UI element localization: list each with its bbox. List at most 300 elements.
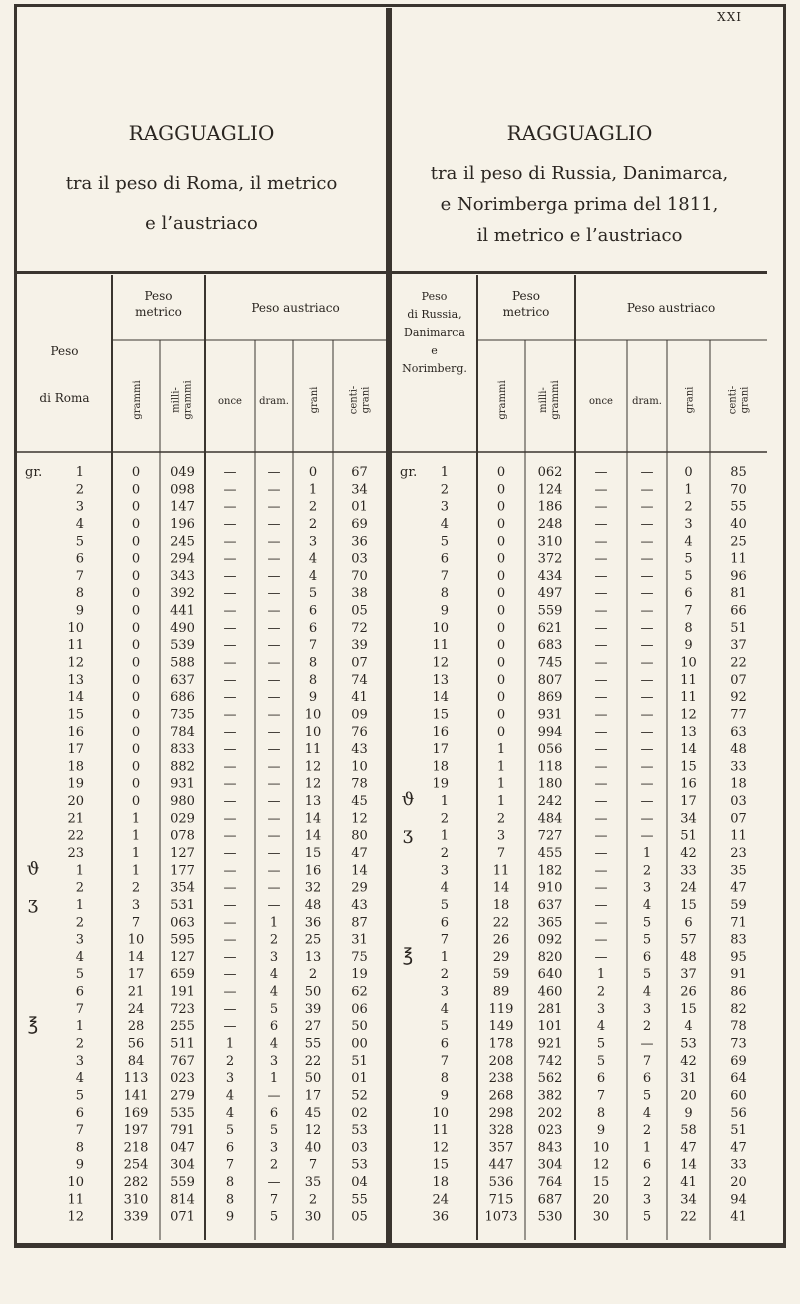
right-row-9-label: 10 bbox=[432, 620, 449, 636]
left-row-37-col-1: 169 bbox=[123, 1105, 149, 1121]
right-row-20-label: 2 bbox=[440, 811, 449, 827]
right-row-3-col-3: — bbox=[594, 516, 608, 532]
right-row-27-col-3: — bbox=[594, 932, 608, 948]
right-row-11-label: 12 bbox=[432, 655, 449, 671]
right-row-25-col-5: 15 bbox=[680, 897, 697, 913]
right-row-11-col-1: 0 bbox=[496, 655, 506, 671]
left-row-11-col-2: 588 bbox=[170, 655, 195, 671]
right-row-14-col-2: 931 bbox=[537, 707, 563, 723]
left-row-36-col-4: — bbox=[267, 1088, 281, 1104]
right-group-mark-0: ϑ bbox=[401, 789, 415, 811]
right-row-33-label: 6 bbox=[440, 1036, 449, 1052]
right-row-4-col-6: 25 bbox=[730, 534, 747, 550]
left-row-29-col-5: 2 bbox=[308, 967, 318, 983]
left-row-39-col-5: 40 bbox=[304, 1140, 322, 1156]
left-row-5-col-2: 294 bbox=[170, 551, 195, 567]
right-header-austrian: Peso austriaco bbox=[626, 301, 716, 315]
left-row-7-col-2: 392 bbox=[170, 586, 195, 602]
right-row-15-col-2: 994 bbox=[537, 724, 563, 740]
left-row-14-col-2: 735 bbox=[170, 707, 195, 723]
left-row-34-col-5: 22 bbox=[304, 1053, 322, 1069]
left-row-8-col-3: — bbox=[223, 603, 237, 619]
right-row-18-label: 19 bbox=[432, 776, 449, 792]
left-row-30-label: 6 bbox=[75, 984, 84, 1000]
right-row-31-col-5: 15 bbox=[680, 1001, 697, 1017]
left-row-34-col-1: 84 bbox=[127, 1053, 145, 1069]
left-row-38-col-1: 197 bbox=[123, 1123, 149, 1139]
left-row-25-col-3: — bbox=[223, 897, 237, 913]
left-row-42-col-1: 310 bbox=[123, 1192, 149, 1208]
right-row-8-col-5: 7 bbox=[684, 603, 693, 619]
left-row-14-col-6: 09 bbox=[351, 707, 368, 723]
right-row-17-col-6: 33 bbox=[730, 759, 747, 775]
right-row-17-col-2: 118 bbox=[537, 759, 563, 775]
left-group-mark-2: ℥ bbox=[27, 1014, 39, 1036]
left-row-23-col-1: 1 bbox=[131, 863, 141, 879]
right-row-31-col-3: 3 bbox=[596, 1001, 606, 1017]
left-header-metric-2: metrico bbox=[135, 305, 182, 319]
left-row-12-label: 13 bbox=[67, 672, 84, 688]
right-row-37-col-3: 8 bbox=[596, 1105, 606, 1121]
right-row-10-col-2: 683 bbox=[537, 638, 563, 654]
left-row-33-label: 2 bbox=[75, 1036, 84, 1052]
right-row-8-col-4: — bbox=[640, 603, 654, 619]
right-row-13-col-4: — bbox=[640, 690, 654, 706]
right-row-28-col-5: 48 bbox=[680, 949, 697, 965]
right-row-12-col-5: 11 bbox=[680, 672, 697, 688]
left-row-32-label: 1 bbox=[75, 1019, 84, 1035]
right-row-1-col-5: 1 bbox=[684, 482, 693, 498]
right-row-2-label: 3 bbox=[440, 499, 449, 515]
left-row-10-col-4: — bbox=[267, 638, 281, 654]
right-row-2-col-2: 186 bbox=[537, 499, 563, 515]
right-row-39-label: 12 bbox=[432, 1140, 449, 1156]
right-row-23-col-4: 2 bbox=[642, 863, 652, 879]
right-row-31-col-6: 82 bbox=[730, 1001, 747, 1017]
left-row-38-col-5: 12 bbox=[304, 1123, 322, 1139]
right-row-7-col-3: — bbox=[594, 586, 608, 602]
left-row-41-col-1: 282 bbox=[123, 1175, 149, 1191]
left-row-9-col-2: 490 bbox=[170, 620, 195, 636]
left-row-29-col-3: — bbox=[223, 967, 237, 983]
right-unit-label: gr. bbox=[400, 465, 418, 480]
left-row-14-col-5: 10 bbox=[304, 707, 322, 723]
left-row-10-col-1: 0 bbox=[131, 638, 141, 654]
right-header-once: once bbox=[589, 396, 613, 407]
left-row-31-col-2: 723 bbox=[170, 1001, 195, 1017]
left-header-centi-2: grani bbox=[360, 386, 372, 414]
left-row-24-col-1: 2 bbox=[131, 880, 141, 896]
right-row-24-col-4: 3 bbox=[642, 880, 652, 896]
right-row-13-label: 14 bbox=[432, 690, 449, 706]
left-row-33-col-5: 55 bbox=[304, 1036, 322, 1052]
right-row-36-col-2: 382 bbox=[537, 1088, 563, 1104]
left-row-39-col-4: 3 bbox=[269, 1140, 279, 1156]
left-row-13-col-1: 0 bbox=[131, 690, 141, 706]
right-row-21-col-1: 3 bbox=[496, 828, 506, 844]
right-row-36-col-1: 268 bbox=[488, 1088, 514, 1104]
left-row-5-col-3: — bbox=[223, 551, 237, 567]
right-row-36-col-4: 5 bbox=[642, 1088, 652, 1104]
right-row-9-col-2: 621 bbox=[537, 620, 563, 636]
left-row-24-col-4: — bbox=[267, 880, 281, 896]
left-row-23-col-6: 14 bbox=[351, 863, 368, 879]
left-row-7-col-5: 5 bbox=[308, 586, 318, 602]
right-row-39-col-3: 10 bbox=[592, 1140, 610, 1156]
right-row-29-col-6: 91 bbox=[730, 967, 747, 983]
right-row-30-label: 3 bbox=[440, 984, 449, 1000]
right-row-28-col-3: — bbox=[594, 949, 608, 965]
right-row-15-col-3: — bbox=[594, 724, 608, 740]
right-row-24-col-1: 14 bbox=[492, 880, 510, 896]
left-row-35-col-1: 113 bbox=[123, 1071, 149, 1087]
left-row-30-col-6: 62 bbox=[351, 984, 368, 1000]
right-row-27-col-4: 5 bbox=[642, 932, 652, 948]
right-row-16-col-4: — bbox=[640, 742, 654, 758]
right-row-21-label: 1 bbox=[440, 828, 449, 844]
left-header-once: once bbox=[218, 396, 242, 407]
left-row-28-col-5: 13 bbox=[304, 949, 322, 965]
right-row-32-col-1: 149 bbox=[488, 1019, 514, 1035]
left-row-43-col-1: 339 bbox=[123, 1209, 149, 1225]
left-row-41-col-4: — bbox=[267, 1175, 281, 1191]
left-row-27-col-3: — bbox=[223, 932, 237, 948]
right-row-43-col-2: 530 bbox=[537, 1209, 563, 1225]
right-row-1-col-3: — bbox=[594, 482, 608, 498]
left-row-21-label: 22 bbox=[67, 828, 84, 844]
right-row-25-col-2: 637 bbox=[537, 897, 563, 913]
left-row-24-col-2: 354 bbox=[170, 880, 195, 896]
left-row-15-col-3: — bbox=[223, 724, 237, 740]
right-row-36-col-3: 7 bbox=[596, 1088, 606, 1104]
right-row-15-col-6: 63 bbox=[730, 724, 747, 740]
right-row-9-col-6: 51 bbox=[730, 620, 747, 636]
left-row-30-col-1: 21 bbox=[127, 984, 145, 1000]
right-row-26-col-6: 71 bbox=[730, 915, 747, 931]
right-row-35-col-1: 238 bbox=[488, 1071, 514, 1087]
right-row-14-col-3: — bbox=[594, 707, 608, 723]
right-row-40-col-4: 6 bbox=[642, 1157, 652, 1173]
left-row-37-col-2: 535 bbox=[170, 1105, 195, 1121]
right-row-37-col-5: 9 bbox=[684, 1105, 693, 1121]
left-row-40-col-6: 53 bbox=[351, 1157, 368, 1173]
left-row-18-col-3: — bbox=[223, 776, 237, 792]
left-row-1-col-4: — bbox=[267, 482, 281, 498]
right-row-7-col-1: 0 bbox=[496, 586, 506, 602]
left-title-3: e l’austriaco bbox=[145, 213, 258, 234]
right-row-12-col-6: 07 bbox=[730, 672, 747, 688]
right-row-9-col-5: 8 bbox=[684, 620, 693, 636]
left-row-21-col-3: — bbox=[223, 828, 237, 844]
left-row-17-col-6: 10 bbox=[351, 759, 368, 775]
right-row-30-col-2: 460 bbox=[537, 984, 563, 1000]
left-row-7-label: 8 bbox=[75, 586, 84, 602]
right-row-10-col-3: — bbox=[594, 638, 608, 654]
right-row-18-col-4: — bbox=[640, 776, 654, 792]
left-row-4-col-6: 36 bbox=[351, 534, 368, 550]
left-row-11-col-4: — bbox=[267, 655, 281, 671]
left-row-28-col-1: 14 bbox=[127, 949, 145, 965]
left-title-2: tra il peso di Roma, il metrico bbox=[65, 173, 338, 194]
right-row-9-col-1: 0 bbox=[496, 620, 506, 636]
left-row-15-col-1: 0 bbox=[131, 724, 141, 740]
right-row-25-col-4: 4 bbox=[642, 897, 652, 913]
right-row-41-label: 18 bbox=[432, 1175, 449, 1191]
left-row-17-col-2: 882 bbox=[170, 759, 195, 775]
right-row-17-col-3: — bbox=[594, 759, 608, 775]
right-row-0-col-5: 0 bbox=[684, 465, 693, 480]
left-row-0-col-2: 049 bbox=[170, 465, 195, 480]
left-row-19-label: 20 bbox=[67, 794, 84, 810]
right-row-1-label: 2 bbox=[440, 482, 449, 498]
left-row-20-col-3: — bbox=[223, 811, 237, 827]
left-row-12-col-3: — bbox=[223, 672, 237, 688]
right-header-grammi: grammi bbox=[497, 380, 508, 420]
right-row-32-col-2: 101 bbox=[537, 1019, 563, 1035]
left-row-24-col-6: 29 bbox=[351, 880, 368, 896]
left-row-2-label: 3 bbox=[75, 499, 84, 515]
left-row-24-col-3: — bbox=[223, 880, 237, 896]
left-row-20-col-6: 12 bbox=[351, 811, 368, 827]
right-row-22-label: 2 bbox=[440, 846, 449, 861]
left-row-21-col-4: — bbox=[267, 828, 281, 844]
right-row-42-label: 24 bbox=[432, 1192, 449, 1208]
left-row-23-col-2: 177 bbox=[170, 863, 195, 879]
right-row-22-col-3: — bbox=[594, 846, 608, 861]
left-row-18-col-1: 0 bbox=[131, 776, 141, 792]
left-row-15-col-2: 784 bbox=[170, 724, 195, 740]
left-row-21-col-1: 1 bbox=[131, 828, 141, 844]
right-row-13-col-5: 11 bbox=[680, 690, 697, 706]
left-header-grammi: grammi bbox=[132, 380, 143, 420]
left-row-8-col-4: — bbox=[267, 603, 281, 619]
right-row-3-label: 4 bbox=[440, 516, 449, 532]
left-row-22-col-4: — bbox=[267, 846, 281, 861]
right-row-25-col-3: — bbox=[594, 897, 608, 913]
left-row-25-col-2: 531 bbox=[170, 897, 195, 913]
right-row-32-col-3: 4 bbox=[596, 1019, 606, 1035]
right-row-15-col-5: 13 bbox=[680, 724, 697, 740]
right-row-11-col-6: 22 bbox=[730, 655, 747, 671]
right-row-5-col-6: 11 bbox=[730, 551, 747, 567]
left-row-20-col-2: 029 bbox=[170, 811, 195, 827]
right-row-9-col-4: — bbox=[640, 620, 654, 636]
left-row-40-label: 9 bbox=[75, 1157, 84, 1173]
right-title-2: tra il peso di Russia, Danimarca, bbox=[430, 163, 729, 184]
right-row-16-col-5: 14 bbox=[680, 742, 697, 758]
left-row-35-col-4: 1 bbox=[269, 1071, 279, 1087]
right-row-7-col-5: 6 bbox=[684, 586, 693, 602]
left-row-9-col-6: 72 bbox=[351, 620, 368, 636]
left-row-37-col-6: 02 bbox=[351, 1105, 368, 1121]
left-row-1-col-2: 098 bbox=[170, 482, 195, 498]
right-row-29-col-3: 1 bbox=[596, 967, 606, 983]
left-row-7-col-1: 0 bbox=[131, 586, 141, 602]
right-row-31-col-1: 119 bbox=[488, 1001, 514, 1017]
right-row-1-col-1: 0 bbox=[496, 482, 506, 498]
right-row-11-col-5: 10 bbox=[680, 655, 697, 671]
left-row-1-col-6: 34 bbox=[351, 482, 368, 498]
left-row-34-col-3: 2 bbox=[225, 1053, 235, 1069]
left-row-23-label: 1 bbox=[75, 863, 84, 879]
left-row-32-col-5: 27 bbox=[304, 1019, 322, 1035]
left-row-31-col-6: 06 bbox=[351, 1001, 368, 1017]
right-row-36-col-5: 20 bbox=[680, 1088, 697, 1104]
left-row-38-col-2: 791 bbox=[170, 1123, 195, 1139]
right-row-30-col-4: 4 bbox=[642, 984, 652, 1000]
right-row-4-col-2: 310 bbox=[537, 534, 563, 550]
left-row-15-label: 16 bbox=[67, 724, 84, 740]
right-row-28-col-6: 95 bbox=[730, 949, 747, 965]
left-row-39-label: 8 bbox=[75, 1140, 84, 1156]
left-row-22-col-1: 1 bbox=[131, 846, 141, 861]
right-row-43-col-6: 41 bbox=[730, 1209, 747, 1225]
left-row-13-col-2: 686 bbox=[170, 690, 195, 706]
left-row-10-col-3: — bbox=[223, 638, 237, 654]
right-row-21-col-4: — bbox=[640, 828, 654, 844]
right-row-33-col-1: 178 bbox=[488, 1036, 514, 1052]
right-row-32-col-5: 4 bbox=[684, 1019, 693, 1035]
left-row-3-col-1: 0 bbox=[131, 516, 141, 532]
right-row-16-col-3: — bbox=[594, 742, 608, 758]
right-row-2-col-3: — bbox=[594, 499, 608, 515]
right-row-41-col-1: 536 bbox=[488, 1175, 514, 1191]
left-row-29-label: 5 bbox=[75, 967, 84, 983]
right-row-21-col-5: 51 bbox=[680, 828, 697, 844]
right-row-41-col-4: 2 bbox=[642, 1175, 652, 1191]
left-header-metric-1: Peso bbox=[144, 289, 173, 303]
left-row-11-col-5: 8 bbox=[308, 655, 318, 671]
left-row-4-col-5: 3 bbox=[308, 534, 318, 550]
right-row-43-col-5: 22 bbox=[680, 1209, 697, 1225]
left-row-14-col-4: — bbox=[267, 707, 281, 723]
left-row-23-col-5: 16 bbox=[304, 863, 322, 879]
left-row-3-col-5: 2 bbox=[308, 516, 318, 532]
left-row-43-col-6: 05 bbox=[351, 1209, 368, 1225]
right-row-10-label: 11 bbox=[432, 638, 449, 654]
right-row-38-col-6: 51 bbox=[730, 1123, 747, 1139]
left-row-20-label: 21 bbox=[67, 811, 84, 827]
left-row-6-col-4: — bbox=[267, 568, 281, 584]
right-row-12-label: 13 bbox=[432, 672, 449, 688]
left-header-origin: Peso bbox=[50, 344, 79, 358]
left-row-35-col-6: 01 bbox=[351, 1071, 368, 1087]
right-row-43-label: 36 bbox=[432, 1209, 449, 1225]
right-row-33-col-5: 53 bbox=[680, 1036, 697, 1052]
left-row-40-col-4: 2 bbox=[269, 1157, 279, 1173]
right-row-37-label: 10 bbox=[432, 1105, 449, 1121]
left-row-8-col-6: 05 bbox=[351, 603, 368, 619]
right-header-centi-2: grani bbox=[739, 386, 751, 414]
left-row-19-col-4: — bbox=[267, 794, 281, 810]
right-row-26-col-4: 5 bbox=[642, 915, 652, 931]
left-row-6-label: 7 bbox=[75, 568, 84, 584]
left-row-30-col-3: — bbox=[223, 984, 237, 1000]
left-row-41-col-5: 35 bbox=[304, 1175, 322, 1191]
right-row-19-label: 1 bbox=[440, 794, 449, 810]
right-row-30-col-1: 89 bbox=[492, 984, 510, 1000]
left-row-39-col-6: 03 bbox=[351, 1140, 368, 1156]
right-row-0-col-3: — bbox=[594, 465, 608, 480]
right-row-14-col-4: — bbox=[640, 707, 654, 723]
left-row-40-col-1: 254 bbox=[123, 1157, 149, 1173]
right-header-metric-2: metrico bbox=[502, 305, 550, 319]
right-row-40-label: 15 bbox=[432, 1157, 449, 1173]
left-row-5-col-6: 03 bbox=[351, 551, 368, 567]
right-row-26-label: 6 bbox=[440, 915, 449, 931]
left-row-18-col-6: 78 bbox=[351, 776, 368, 792]
right-header-origin-4: Norimberg. bbox=[402, 362, 467, 375]
left-row-37-col-4: 6 bbox=[269, 1105, 279, 1121]
right-row-33-col-2: 921 bbox=[537, 1036, 563, 1052]
left-row-25-col-1: 3 bbox=[131, 897, 141, 913]
right-row-30-col-3: 2 bbox=[596, 984, 606, 1000]
left-row-12-col-1: 0 bbox=[131, 672, 141, 688]
left-row-33-col-1: 56 bbox=[127, 1036, 145, 1052]
right-row-35-col-6: 64 bbox=[730, 1071, 747, 1087]
right-row-16-col-2: 056 bbox=[537, 742, 563, 758]
left-row-17-label: 18 bbox=[67, 759, 84, 775]
left-row-39-col-1: 218 bbox=[123, 1140, 149, 1156]
right-row-19-col-1: 1 bbox=[496, 794, 506, 810]
right-header-milli-2: grammi bbox=[550, 380, 561, 420]
right-group-mark-1: ʒ bbox=[402, 823, 414, 845]
right-row-35-label: 8 bbox=[440, 1071, 449, 1087]
right-row-20-col-3: — bbox=[594, 811, 608, 827]
left-row-38-col-6: 53 bbox=[351, 1123, 368, 1139]
right-row-13-col-6: 92 bbox=[730, 690, 747, 706]
right-row-0-label: 1 bbox=[440, 465, 449, 480]
right-row-11-col-2: 745 bbox=[537, 655, 563, 671]
left-row-36-col-1: 141 bbox=[123, 1088, 149, 1104]
right-row-0-col-6: 85 bbox=[730, 465, 747, 480]
left-row-5-col-5: 4 bbox=[308, 551, 318, 567]
left-row-29-col-1: 17 bbox=[127, 967, 145, 983]
right-header-origin-3: e bbox=[431, 344, 438, 357]
left-row-43-col-2: 071 bbox=[170, 1209, 195, 1225]
left-row-16-label: 17 bbox=[67, 742, 84, 758]
right-row-19-col-5: 17 bbox=[680, 794, 697, 810]
left-row-43-col-4: 5 bbox=[269, 1209, 279, 1225]
left-row-22-col-5: 15 bbox=[304, 846, 322, 861]
left-row-4-col-2: 245 bbox=[170, 534, 195, 550]
right-row-8-col-3: — bbox=[594, 603, 608, 619]
left-row-36-label: 5 bbox=[75, 1088, 84, 1104]
right-row-40-col-2: 304 bbox=[537, 1157, 563, 1173]
left-row-13-col-4: — bbox=[267, 690, 281, 706]
right-row-0-col-1: 0 bbox=[496, 465, 506, 480]
left-row-13-col-3: — bbox=[223, 690, 237, 706]
left-row-18-col-5: 12 bbox=[304, 776, 322, 792]
left-header-grani: grani bbox=[309, 386, 320, 414]
right-row-37-col-1: 298 bbox=[488, 1105, 514, 1121]
left-row-22-col-6: 47 bbox=[351, 846, 368, 861]
right-row-18-col-5: 16 bbox=[680, 776, 697, 792]
right-row-24-col-5: 24 bbox=[680, 880, 697, 896]
left-header-dram: dram. bbox=[259, 396, 289, 407]
left-row-4-label: 5 bbox=[75, 534, 84, 550]
left-row-3-col-3: — bbox=[223, 516, 237, 532]
left-row-28-col-6: 75 bbox=[351, 949, 368, 965]
right-row-34-col-6: 69 bbox=[730, 1053, 747, 1069]
left-row-26-label: 2 bbox=[75, 915, 84, 931]
right-row-42-col-4: 3 bbox=[642, 1192, 652, 1208]
left-row-12-col-4: — bbox=[267, 672, 281, 688]
left-row-2-col-6: 01 bbox=[351, 499, 368, 515]
left-row-13-col-5: 9 bbox=[308, 690, 318, 706]
left-row-31-label: 7 bbox=[75, 1001, 84, 1017]
left-row-7-col-6: 38 bbox=[351, 586, 368, 602]
